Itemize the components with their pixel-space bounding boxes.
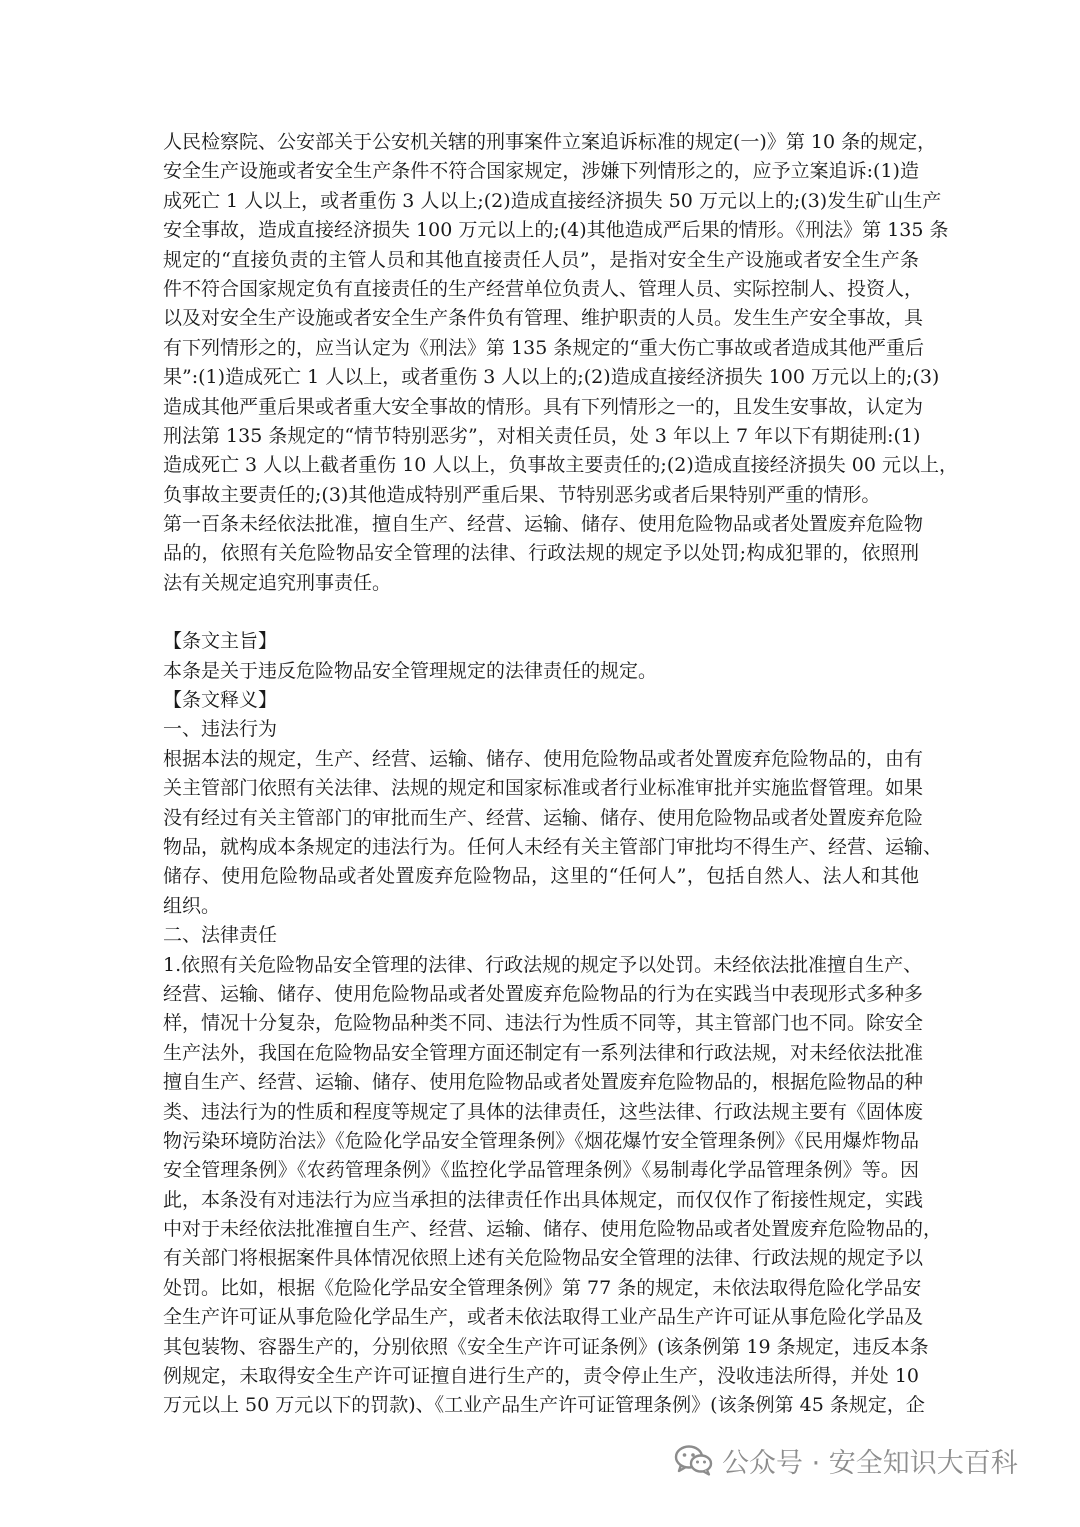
section-1-title: 一、违法行为 bbox=[163, 718, 278, 741]
section-2-title: 二、法律责任 bbox=[163, 924, 278, 947]
text-line: 造成其他严重后果或者重大安全事故的情形。具有下列情形之一的，且发生安事故，认定为 bbox=[163, 395, 924, 418]
text-line: 样，情况十分复杂，危险物品种类不同、违法行为性质不同等，其主管部门也不同。除安全 bbox=[163, 1012, 924, 1035]
article-purpose-text: 本条是关于违反危险物品安全管理规定的法律责任的规定。 bbox=[163, 659, 658, 682]
text-line: 第一百条未经依法批准，擅自生产、经营、运输、储存、使用危险物品或者处置废弃危险物 bbox=[163, 513, 924, 536]
heading-article-interpretation: 【条文释义】 bbox=[163, 689, 278, 712]
text-line: 安全事故，造成直接经济损失 100 万元以上的;(4)其他造成严后果的情形。《刑法》第 135 条 bbox=[163, 219, 949, 242]
text-line: 安全管理条例》《农药管理条例》《监控化学品管理条例》《易制毒化学品管理条例》等。因 bbox=[163, 1159, 919, 1182]
text-line: 品的，依照有关危险物品安全管理的法律、行政法规的规定予以处罚;构成犯罪的，依照刑 bbox=[163, 542, 919, 565]
text-line: 负事故主要责任的;(3)其他造成特别严重后果、节特别恶劣或者后果特别严重的情形。 bbox=[163, 483, 881, 506]
text-line: 刑法第 135 条规定的“情节特别恶劣”，对相关责任员，处 3 年以上 7 年以下有期徒刑:(1) bbox=[163, 424, 921, 447]
text-line: 擅自生产、经营、运输、储存、使用危险物品或者处置废弃危险物品的，根据危险物品的种 bbox=[163, 1071, 924, 1094]
text-line: 有下列情形之的，应当认定为《刑法》第 135 条规定的“重大伤亡事故或者造成其他严重后 bbox=[163, 336, 925, 359]
text-line: 根据本法的规定，生产、经营、运输、储存、使用危险物品或者处置废弃危险物品的，由有 bbox=[163, 747, 924, 770]
heading-article-purpose: 【条文主旨】 bbox=[163, 630, 278, 653]
watermark bbox=[674, 1438, 1018, 1482]
text-line: 其包装物、容器生产的，分别依照《安全生产许可证条例》(该条例第 19 条规定，违反本条 bbox=[163, 1335, 929, 1358]
text-line: 生产法外，我国在危险物品安全管理方面还制定有一系列法律和行政法规，对未经依法批准 bbox=[163, 1041, 924, 1064]
section-1-body bbox=[163, 745, 943, 921]
text-line: 储存、使用危险物品或者处置废弃危险物品，这里的“任何人”，包括自然人、法人和其他 bbox=[163, 865, 919, 888]
text-line: 中对于未经依法批准擅自生产、经营、运输、储存、使用危险物品或者处置废弃危险物品的， bbox=[163, 1218, 943, 1241]
text-line: 物品，就构成本条规定的违法行为。任何人未经有关主管部门审批均不得生产、经营、运输、 bbox=[163, 835, 943, 858]
text-line: 以及对安全生产设施或者安全生产条件负有管理、维护职责的人员。发生生产安全事故，具 bbox=[163, 307, 924, 330]
text-line: 类、违法行为的性质和程度等规定了具体的法律责任，这些法律、行政法规主要有《固体废 bbox=[163, 1100, 924, 1123]
paragraph-block-2 bbox=[163, 510, 924, 598]
text-line: 造成死亡 3 人以上截者重伤 10 人以上，负事故主要责任的;(2)造成直接经济损失 00 元以上， bbox=[163, 454, 958, 477]
paragraph-block-1 bbox=[163, 128, 958, 510]
text-line: 组织。 bbox=[163, 894, 221, 917]
text-line: 法有关规定追究刑事责任。 bbox=[163, 571, 392, 594]
text-line: 关主管部门依照有关法律、法规的规定和国家标准或者行业标准审批并实施监督管理。如果 bbox=[163, 777, 924, 800]
text-line: 全生产许可证从事危险化学品生产，或者未依法取得工业产品生产许可证从事危险化学品及 bbox=[163, 1306, 924, 1329]
text-line: 有关部门将根据案件具体情况依照上述有关危险物品安全管理的法律、行政法规的规定予以 bbox=[163, 1247, 924, 1270]
text-line: 例规定，未取得安全生产许可证擅自进行生产的，责令停止生产，没收违法所得，并处 10 bbox=[163, 1365, 919, 1388]
text-line: 规定的“直接负责的主管人员和其他直接责任人员”，是指对安全生产设施或者安全生产条 bbox=[163, 248, 919, 271]
text-line: 处罚。比如，根据《危险化学品安全管理条例》第 77 条的规定，未依法取得危险化学品安 bbox=[163, 1276, 922, 1299]
watermark-text: 公众号 · 安全知识大百科 bbox=[722, 1447, 1018, 1479]
text-line: 物污染环境防治法》《危险化学品安全管理条例》《烟花爆竹安全管理条例》《民用爆炸物品 bbox=[163, 1129, 919, 1152]
text-line: 没有经过有关主管部门的审批而生产、经营、运输、储存、使用危险物品或者处置废弃危险 bbox=[163, 806, 924, 829]
text-line: 件不符合国家规定负有直接责任的生产经营单位负责人、管理人员、实际控制人、投资人， bbox=[163, 277, 924, 300]
text-line: 万元以上 50 万元以下的罚款)、《工业产品生产许可证管理条例》(该条例第 45 条规定，企 bbox=[163, 1394, 925, 1417]
wechat-icon bbox=[674, 1444, 714, 1476]
text-line: 经营、运输、储存、使用危险物品或者处置废弃危险物品的行为在实践当中表现形式多种多 bbox=[163, 982, 924, 1005]
section-2-body bbox=[163, 951, 943, 1421]
text-line: 成死亡 1 人以上，或者重伤 3 人以上;(2)造成直接经济损失 50 万元以上的;(3)发生矿山生产 bbox=[163, 189, 942, 212]
text-line: 安全生产设施或者安全生产条件不符合国家规定，涉嫌下列情形之的，应予立案追诉:(1)造 bbox=[163, 160, 919, 183]
text-line: 人民检察院、公安部关于公安机关辖的刑事案件立案追诉标准的规定(一)》第 10 条的规定， bbox=[163, 131, 937, 153]
spacer bbox=[163, 598, 919, 627]
text-line: 1.依照有关危险物品安全管理的法律、行政法规的规定予以处罚。未经依法批准擅自生产、 bbox=[163, 953, 923, 976]
text-line: 果”:(1)造成死亡 1 人以上，或者重伤 3 人以上的;(2)造成直接经济损失 100 万元以上的;(3) bbox=[163, 366, 940, 389]
document-page bbox=[163, 128, 958, 1421]
text-line: 此，本条没有对违法行为应当承担的法律责任作出具体规定，而仅仅作了衔接性规定，实践 bbox=[163, 1188, 924, 1211]
